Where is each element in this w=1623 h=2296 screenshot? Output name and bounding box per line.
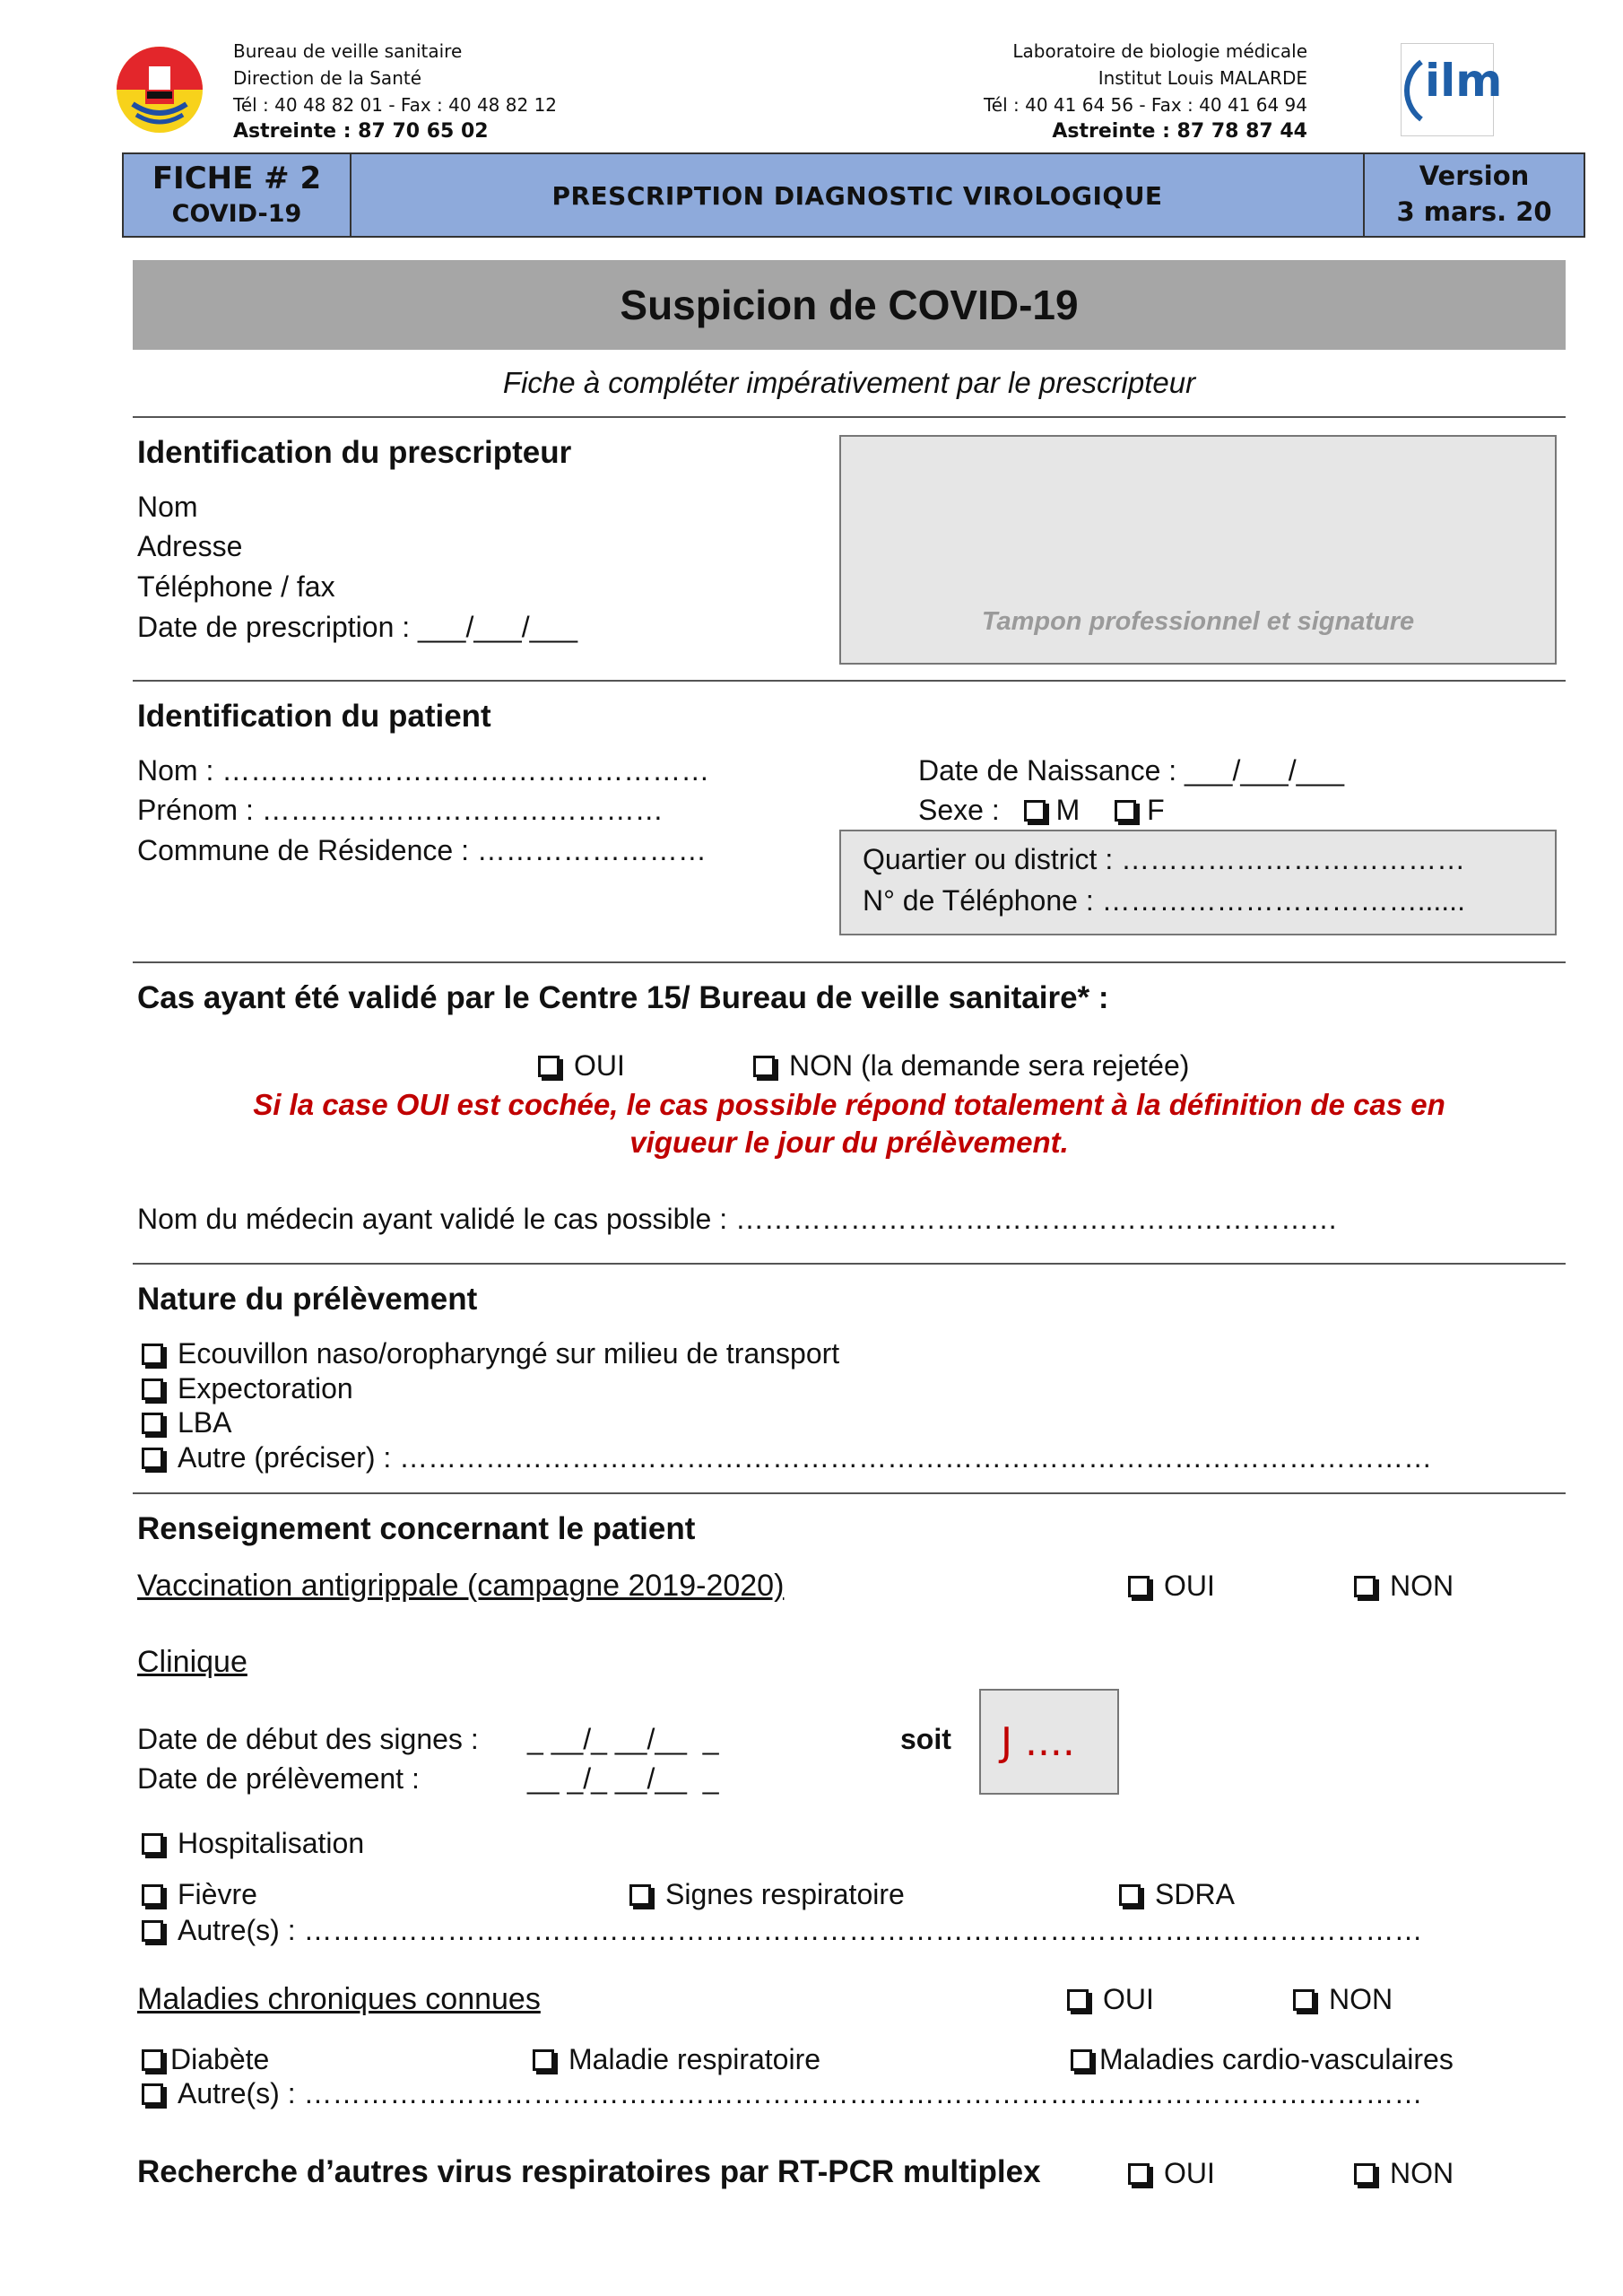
vaccination-label: Vaccination antigrippale (campagne 2019-2020) <box>137 1569 785 1603</box>
rtpcr-oui-checkbox[interactable] <box>1128 2163 1150 2185</box>
header-band <box>122 152 1585 238</box>
maladie-respiratoire-label: Maladie respiratoire <box>568 2043 821 2075</box>
prelevement-date[interactable]: __ _/_ __/__ _ <box>527 1762 719 1795</box>
autres-maladies <box>142 2076 1422 2110</box>
sdra-label: SDRA <box>1155 1878 1235 1910</box>
sdra <box>1119 1877 1235 1911</box>
vaccination-oui <box>1128 1569 1215 1603</box>
j-day-value: J .... <box>1001 1719 1075 1765</box>
j-day-box[interactable] <box>979 1689 1119 1795</box>
renseignement-heading: Renseignement concernant le patient <box>137 1511 696 1546</box>
prelevement-checkbox[interactable] <box>142 1413 163 1434</box>
maladies-oui <box>1067 1982 1154 2016</box>
header-right-line1: Laboratoire de biologie médicale <box>1012 40 1307 62</box>
patient-prenom[interactable]: Prénom : …………………………………… <box>137 794 664 826</box>
prelevement-item-lba <box>142 1405 231 1439</box>
signes-label: Signes respiratoire <box>665 1878 905 1910</box>
maladies-cardio <box>1071 2042 1454 2076</box>
fievre-checkbox[interactable] <box>142 1884 163 1906</box>
validation-warning-2: vigueur le jour du prélèvement. <box>629 1126 1069 1159</box>
patient-heading: Identification du patient <box>137 699 491 734</box>
header-right-line2: Institut Louis MALARDE <box>1098 67 1307 89</box>
diabete-checkbox[interactable] <box>142 2049 163 2071</box>
fiche-cell <box>124 154 352 236</box>
rtpcr-label: Recherche d’autres virus respiratoires par RT-PCR multiplex <box>137 2154 1041 2189</box>
prescripteur-adresse[interactable]: Adresse <box>137 530 243 562</box>
prelevement-label: LBA <box>178 1406 232 1439</box>
ilm-logo-text: ilm <box>1425 55 1503 107</box>
validation-oui-label: OUI <box>574 1049 625 1082</box>
band-title: PRESCRIPTION DIAGNOSTIC VIROLOGIQUE <box>551 181 1163 211</box>
divider <box>133 680 1566 682</box>
rtpcr-non <box>1354 2156 1454 2190</box>
rtpcr-oui <box>1128 2156 1215 2190</box>
stamp-box[interactable] <box>839 435 1557 665</box>
prelevement-item-autre <box>142 1440 1432 1474</box>
sexe-label: Sexe : <box>918 794 1000 826</box>
debut-signes-label: Date de début des signes : <box>137 1723 479 1755</box>
header-left-astreinte: Astreinte : 87 70 65 02 <box>233 120 489 143</box>
prelevement-checkbox[interactable] <box>142 1378 163 1400</box>
debut-signes-date[interactable]: _ __/_ __/__ _ <box>527 1723 719 1755</box>
maladie-respiratoire <box>533 2042 820 2076</box>
page-title: Suspicion de COVID-19 <box>620 282 1079 328</box>
signes-checkbox[interactable] <box>629 1884 651 1906</box>
maladies-non-checkbox[interactable] <box>1293 1989 1315 2011</box>
vaccination-non <box>1354 1569 1454 1603</box>
hospitalisation-label: Hospitalisation <box>178 1827 365 1859</box>
diabete <box>142 2042 269 2076</box>
version-cell <box>1363 154 1584 236</box>
sdra-checkbox[interactable] <box>1119 1884 1141 1906</box>
prescripteur-nom[interactable]: Nom <box>137 491 198 523</box>
clinique-label: Clinique <box>137 1645 247 1679</box>
polynesia-logo <box>115 45 204 135</box>
divider <box>133 1492 1566 1494</box>
divider <box>133 961 1566 963</box>
patient-sexe <box>918 793 1165 827</box>
header-right-astreinte: Astreinte : 87 78 87 44 <box>1052 120 1307 143</box>
version-label: Version <box>1419 161 1530 191</box>
rtpcr-oui-label: OUI <box>1164 2157 1215 2189</box>
validation-oui <box>538 1048 625 1083</box>
rtpcr-non-checkbox[interactable] <box>1354 2163 1376 2185</box>
prescripteur-telephone[interactable]: Téléphone / fax <box>137 570 335 603</box>
prelevement-date-label: Date de prélèvement : <box>137 1762 420 1795</box>
prelevement-checkbox[interactable] <box>142 1344 163 1365</box>
validation-medecin[interactable]: Nom du médecin ayant validé le cas possible : ……………………………………………………… <box>137 1203 1339 1235</box>
autres-maladies-checkbox[interactable] <box>142 2083 163 2105</box>
validation-non-checkbox[interactable] <box>753 1056 775 1077</box>
diabete-label: Diabète <box>170 2043 270 2075</box>
header-left-line1: Bureau de veille sanitaire <box>233 40 463 62</box>
validation-non-label: NON (la demande sera rejetée) <box>789 1049 1190 1082</box>
version-date: 3 mars. 20 <box>1396 196 1552 227</box>
header-right-line3: Tél : 40 41 64 56 - Fax : 40 41 64 94 <box>983 94 1307 116</box>
prelevement-item-ecouvillon <box>142 1336 839 1370</box>
maladies-oui-checkbox[interactable] <box>1067 1989 1089 2011</box>
ilm-logo <box>1401 43 1503 136</box>
header-left-line3: Tél : 40 48 82 01 - Fax : 40 48 82 12 <box>233 94 558 116</box>
contact-box <box>839 830 1557 935</box>
prelevement-label[interactable]: Autre (préciser) : ……………………………………………………………………………………………… <box>178 1441 1433 1474</box>
prelevement-checkbox[interactable] <box>142 1448 163 1469</box>
divider <box>133 1263 1566 1265</box>
maladies-cardio-checkbox[interactable] <box>1071 2049 1092 2071</box>
autres-label[interactable]: Autre(s) : ……………………………………………………………………………………………………… <box>178 1914 1423 1946</box>
divider <box>133 416 1566 418</box>
sexe-f-label: F <box>1147 794 1165 826</box>
patient-quartier[interactable]: Quartier ou district : ……………………………… <box>863 843 1466 875</box>
fievre-label: Fièvre <box>178 1878 257 1910</box>
prelevement-label: Expectoration <box>178 1372 353 1405</box>
maladies-label: Maladies chroniques connues <box>137 1982 541 2016</box>
rtpcr-non-label: NON <box>1390 2157 1454 2189</box>
vaccination-oui-checkbox[interactable] <box>1128 1576 1150 1597</box>
prescripteur-heading: Identification du prescripteur <box>137 435 572 470</box>
maladie-respiratoire-checkbox[interactable] <box>533 2049 554 2071</box>
vaccination-non-label: NON <box>1390 1570 1454 1602</box>
sexe-m-checkbox[interactable] <box>1024 800 1046 822</box>
hospitalisation-checkbox[interactable] <box>142 1833 163 1855</box>
maladies-non <box>1293 1982 1393 2016</box>
page-subtitle: Fiche à compléter impérativement par le prescripteur <box>502 366 1196 399</box>
autres-signes <box>142 1913 1422 1947</box>
maladies-non-label: NON <box>1329 1983 1393 2015</box>
patient-nom[interactable]: Nom : …………………………………………… <box>137 754 710 787</box>
fiche-covid: COVID-19 <box>171 200 302 228</box>
header-left-line2: Direction de la Santé <box>233 67 422 89</box>
prelevement-heading: Nature du prélèvement <box>137 1282 478 1317</box>
fievre <box>142 1877 257 1911</box>
vaccination-oui-label: OUI <box>1164 1570 1215 1602</box>
validation-heading: Cas ayant été validé par le Centre 15/ Bureau de veille sanitaire* : <box>137 980 1109 1015</box>
maladies-cardio-label: Maladies cardio-vasculaires <box>1099 2043 1454 2075</box>
validation-non <box>753 1048 1189 1083</box>
validation-oui-checkbox[interactable] <box>538 1056 560 1077</box>
vaccination-non-checkbox[interactable] <box>1354 1576 1376 1597</box>
title-bar <box>133 260 1566 350</box>
patient-naissance[interactable]: Date de Naissance : ___/___/___ <box>918 754 1344 787</box>
prescription-date[interactable]: Date de prescription : ___/___/___ <box>137 611 577 643</box>
signes-respiratoire <box>629 1877 905 1911</box>
patient-telephone[interactable]: N° de Téléphone : ……………………………...... <box>863 884 1465 917</box>
validation-warning-1: Si la case OUI est cochée, le cas possible répond totalement à la définition de cas en <box>253 1088 1445 1121</box>
patient-commune[interactable]: Commune de Résidence : …………………… <box>137 834 707 866</box>
sexe-f-checkbox[interactable] <box>1115 800 1136 822</box>
fiche-number: FICHE # 2 <box>152 161 322 196</box>
sexe-m-label: M <box>1055 794 1081 826</box>
prelevement-label: Ecouvillon naso/oropharyngé sur milieu de transport <box>178 1337 840 1370</box>
soit-label: soit <box>900 1723 951 1755</box>
hospitalisation <box>142 1826 364 1860</box>
prelevement-item-expectoration <box>142 1371 353 1405</box>
maladies-oui-label: OUI <box>1103 1983 1154 2015</box>
autres-maladies-label[interactable]: Autre(s) : ……………………………………………………………………………………………………… <box>178 2077 1423 2109</box>
autres-checkbox[interactable] <box>142 1920 163 1942</box>
stamp-label: Tampon professionnel et signature <box>981 607 1415 636</box>
